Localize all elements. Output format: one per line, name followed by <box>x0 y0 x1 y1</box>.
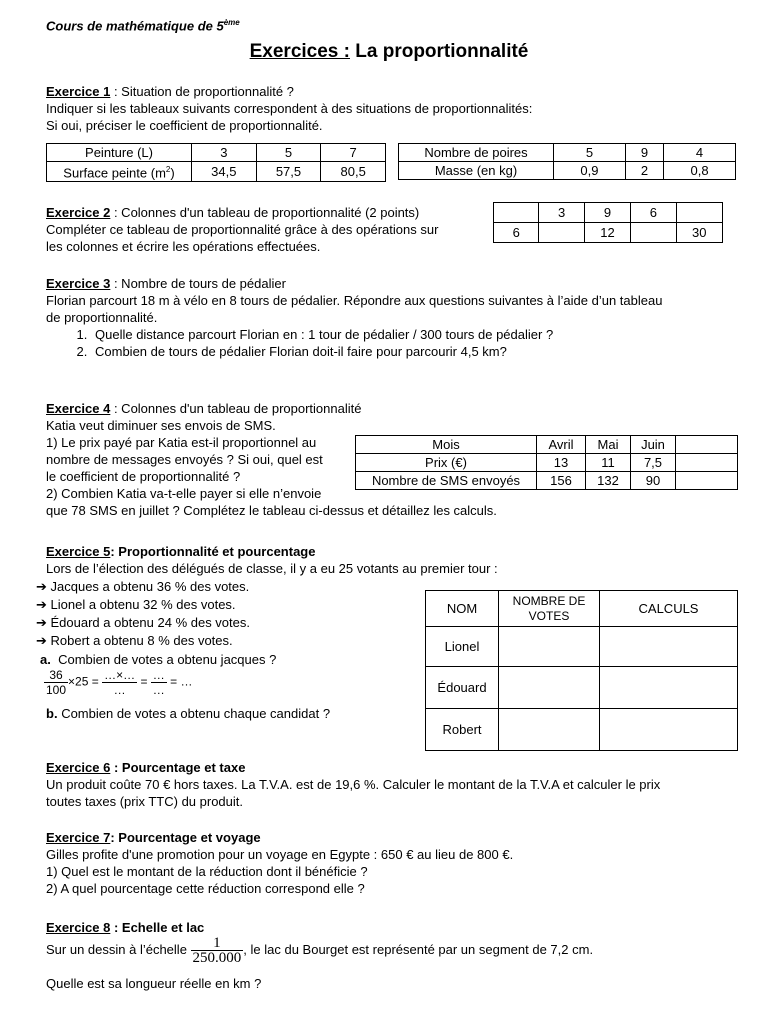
table-row <box>356 436 738 454</box>
table-cell: 6 <box>631 203 676 223</box>
table-cell: Masse (en kg) <box>399 162 554 180</box>
vote-text: Jacques a obtenu 36 % des votes. <box>50 579 250 594</box>
exercise-1-line2: Si oui, préciser le coefficient de proportionnalité. <box>46 118 323 133</box>
table-cell: 30 <box>676 223 722 243</box>
table-cell <box>47 162 192 182</box>
fraction <box>151 668 167 697</box>
table-row <box>356 472 738 490</box>
course-label: Cours de mathématique de 5 <box>46 18 224 34</box>
table-header: CALCULS <box>600 591 738 627</box>
arrow-icon: ➔ <box>36 597 51 612</box>
exercise-8-title: : Echelle et lac <box>110 920 205 935</box>
exercise-7 <box>46 829 746 897</box>
course-header <box>46 14 240 34</box>
exercise-4-number: Exercice 4 <box>46 401 111 416</box>
list-item <box>36 578 250 596</box>
exercise-1-title: : Situation de proportionnalité ? <box>110 84 294 99</box>
exercise-7-number: Exercice 7 <box>46 830 111 845</box>
surface-label: Surface peinte (m <box>63 165 166 181</box>
table-cell: 4 <box>664 144 736 162</box>
list-item <box>36 596 250 614</box>
exercise-2-title: : Colonnes d'un tableau de proportionnalité (2 points) <box>110 205 420 220</box>
exercise-5-heading <box>46 543 566 560</box>
fraction-denominator: 250.000 <box>192 950 242 966</box>
exercise-3-title: : Nombre de tours de pédalier <box>110 276 286 291</box>
exercise-3-number: Exercice 3 <box>46 276 111 291</box>
table-cell <box>494 203 539 223</box>
completion-table <box>493 202 723 243</box>
scale-fraction <box>191 936 244 965</box>
exercise-3-line1: Florian parcourt 18 m à vélo en 8 tours de pédalier. Répondre aux questions suivantes à l’aide d’un tableau <box>46 293 663 308</box>
table-cell: Mois <box>356 436 537 454</box>
exercise-6-number: Exercice 6 <box>46 760 111 775</box>
table-cell: 2 <box>625 162 663 180</box>
title-prefix: Exercices : <box>249 41 350 62</box>
exercise-3-line2: de proportionnalité. <box>46 310 158 325</box>
table-row <box>426 709 738 751</box>
table-cell: Édouard <box>426 667 499 709</box>
fraction-denominator: … <box>152 683 165 697</box>
vote-text: Lionel a obtenu 32 % des votes. <box>50 597 236 612</box>
exercise-4-line: que 78 SMS en juillet ? Complétez le tableau ci-dessus et détaillez les calculs. <box>46 503 497 518</box>
title-text: La proportionnalité <box>349 41 529 62</box>
list-item: 1. Quelle distance parcourt Florian en : 1 tour de pédalier / 300 tours de pédalier ? <box>91 326 746 343</box>
exercise-4-title: : Colonnes d'un tableau de proportionnalité <box>110 401 362 416</box>
arrow-icon: ➔ <box>36 579 51 594</box>
arrow-icon: ➔ <box>36 633 51 648</box>
vote-text: Robert a obtenu 8 % des votes. <box>50 633 233 648</box>
fraction-numerator: 36 <box>44 668 68 683</box>
fraction <box>102 668 137 697</box>
scale-post: , le lac du Bourget est représenté par un segment de 7,2 cm. <box>243 941 594 957</box>
paint-table <box>46 143 386 182</box>
exercise-2-line2: les colonnes et écrire les opérations effectuées. <box>46 239 321 254</box>
table-cell: Peinture (L) <box>47 144 192 162</box>
question-a-text: Combien de votes a obtenu jacques ? <box>58 652 277 667</box>
exercise-8-heading <box>46 919 746 936</box>
surface-sup: 2 <box>165 165 171 174</box>
list-item: 2. Combien de tours de pédalier Florian doit-il faire pour parcourir 4,5 km? <box>91 343 746 360</box>
exercise-3-heading <box>46 275 746 292</box>
exercise-8-question: Quelle est sa longueur réelle en km ? <box>46 976 262 991</box>
question-a-label: a. <box>40 652 51 667</box>
table-header: NOMBRE DE VOTES <box>499 591 600 627</box>
scale-pre: Sur un dessin à l’échelle <box>46 941 187 957</box>
exercise-1-number: Exercice 1 <box>46 84 111 99</box>
exercise-7-heading <box>46 829 746 846</box>
table-cell <box>676 454 738 472</box>
table-cell: Juin <box>631 436 676 454</box>
table-cell <box>600 667 738 709</box>
surface-label-end: ) <box>170 165 175 181</box>
votes-table <box>425 590 738 751</box>
table-row <box>426 627 738 667</box>
table-row <box>399 162 736 180</box>
exercise-6-line1: Un produit coûte 70 € hors taxes. La T.V.A. est de 19,6 %. Calculer le montant de la T.V.A et calculer le prix <box>46 777 661 792</box>
table-cell <box>676 436 738 454</box>
arrow-icon: ➔ <box>36 615 51 630</box>
table-row <box>494 203 723 223</box>
page-title <box>0 40 768 64</box>
table-row <box>494 223 723 243</box>
fraction-numerator: 1 <box>191 936 244 951</box>
exercise-5 <box>46 543 566 577</box>
table-cell: 5 <box>554 144 626 162</box>
table-cell <box>676 472 738 490</box>
votes-list <box>36 578 250 650</box>
fraction-denominator: … <box>113 683 126 697</box>
fraction <box>44 668 68 697</box>
exercise-2 <box>46 204 486 255</box>
question-a <box>40 651 276 668</box>
fraction-numerator: …×… <box>104 668 136 682</box>
exercise-5-number: Exercice 5 <box>46 544 111 559</box>
table-cell: 7,5 <box>631 454 676 472</box>
table-cell: 80,5 <box>321 162 386 182</box>
exercise-2-line1: Compléter ce tableau de proportionnalité grâce à des opérations sur <box>46 222 439 237</box>
pears-table <box>398 143 736 180</box>
table-cell <box>600 709 738 751</box>
exercise-1 <box>46 83 746 134</box>
table-cell: 12 <box>584 223 630 243</box>
exercise-6-line2: toutes taxes (prix TTC) du produit. <box>46 794 244 809</box>
list-item <box>36 632 250 650</box>
sms-table <box>355 435 738 490</box>
table-row <box>47 144 386 162</box>
table-cell: 34,5 <box>192 162 257 182</box>
table-cell: 3 <box>192 144 257 162</box>
exercise-4-heading <box>46 400 746 417</box>
table-cell: 0,8 <box>664 162 736 180</box>
exercise-3 <box>46 275 746 360</box>
table-cell: Lionel <box>426 627 499 667</box>
table-cell: 90 <box>631 472 676 490</box>
exercise-4-line: 2) Combien Katia va-t-elle payer si elle n’envoie <box>46 486 322 501</box>
table-cell: 132 <box>586 472 631 490</box>
exercise-4-line: le coefficient de proportionnalité ? <box>46 469 241 484</box>
exercise-7-q2: 2) A quel pourcentage cette réduction correspond elle ? <box>46 881 365 896</box>
table-cell: Avril <box>537 436 586 454</box>
fraction-denominator: 100 <box>46 683 67 697</box>
exercise-4-line: Katia veut diminuer ses envois de SMS. <box>46 418 276 433</box>
exercise-6-title: : Pourcentage et taxe <box>110 760 246 775</box>
exercise-8-line2 <box>46 975 261 992</box>
times-text: ×25 = <box>68 674 99 689</box>
table-cell: Prix (€) <box>356 454 537 472</box>
exercise-8-number: Exercice 8 <box>46 920 111 935</box>
table-cell: 9 <box>584 203 630 223</box>
question-b <box>46 705 330 722</box>
exercise-1-line1: Indiquer si les tableaux suivants correspondent à des situations de proportionnalités: <box>46 101 533 116</box>
fraction-numerator: … <box>152 668 165 682</box>
table-cell: 11 <box>586 454 631 472</box>
exercise-8 <box>46 919 746 936</box>
table-cell <box>539 223 584 243</box>
table-cell: 57,5 <box>256 162 321 182</box>
table-cell: 6 <box>494 223 539 243</box>
vote-text: Édouard a obtenu 24 % des votes. <box>50 615 250 630</box>
list-item <box>36 614 250 632</box>
exercise-7-q1: 1) Quel est le montant de la réduction dont il bénéficie ? <box>46 864 368 879</box>
exercise-6 <box>46 759 746 810</box>
course-sup: ème <box>223 18 240 27</box>
exercise-4-line: nombre de messages envoyés ? Si oui, quel est <box>46 452 323 467</box>
table-cell: 7 <box>321 144 386 162</box>
table-cell: 5 <box>256 144 321 162</box>
table-header: NOM <box>426 591 499 627</box>
table-cell: 156 <box>537 472 586 490</box>
exercise-8-line1 <box>46 936 746 965</box>
exercise-2-heading <box>46 204 486 221</box>
exercise-2-number: Exercice 2 <box>46 205 111 220</box>
exercise-7-title: : Pourcentage et voyage <box>110 830 261 845</box>
table-cell <box>499 627 600 667</box>
table-cell <box>499 709 600 751</box>
exercise-4-line: 1) Le prix payé par Katia est-il proportionnel au <box>46 435 317 450</box>
exercise-1-heading <box>46 83 746 100</box>
question-b-label: b. <box>46 706 58 721</box>
exercise-6-heading <box>46 759 746 776</box>
table-cell: 3 <box>539 203 584 223</box>
equals-text: = … <box>170 674 193 689</box>
table-cell: Mai <box>586 436 631 454</box>
table-cell: Nombre de poires <box>399 144 554 162</box>
table-cell: Nombre de SMS envoyés <box>356 472 537 490</box>
table-cell <box>499 667 600 709</box>
exercise-3-questions <box>46 326 746 360</box>
fraction-expression <box>44 668 192 697</box>
question-b-text: Combien de votes a obtenu chaque candidat ? <box>61 706 331 721</box>
table-cell: 0,9 <box>554 162 626 180</box>
table-row <box>356 454 738 472</box>
table-cell: Robert <box>426 709 499 751</box>
exercise-7-line1: Gilles profite d'une promotion pour un voyage en Egypte : 650 € au lieu de 800 €. <box>46 847 514 862</box>
exercise-5-intro: Lors de l’élection des délégués de classe, il y a eu 25 votants au premier tour : <box>46 561 498 576</box>
table-row <box>426 591 738 627</box>
table-cell: 9 <box>625 144 663 162</box>
table-row <box>399 144 736 162</box>
table-cell <box>631 223 676 243</box>
table-cell <box>676 203 722 223</box>
exercise-5-title: : Proportionnalité et pourcentage <box>110 544 316 559</box>
equals-text: = <box>140 674 148 689</box>
table-row <box>47 162 386 182</box>
table-row <box>426 667 738 709</box>
table-cell: 13 <box>537 454 586 472</box>
table-cell <box>600 627 738 667</box>
